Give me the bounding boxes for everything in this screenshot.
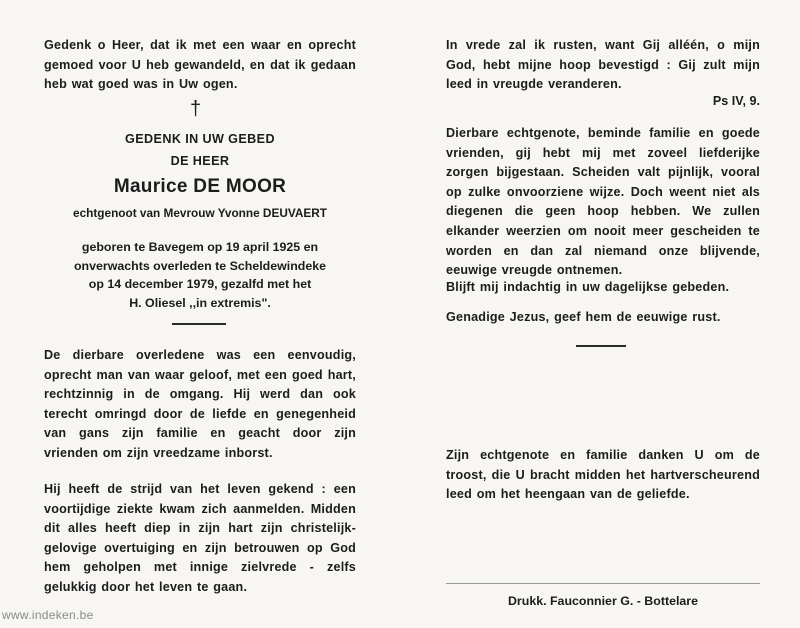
cross-icon: † (190, 98, 202, 120)
birth-line-3: op 14 december 1979, gezalfd met het (88, 277, 312, 291)
psalm-quote: In vrede zal ik rusten, want Gij alléén, o mijn God, hebt mijne hoop bevestigd : Gij zult mijn leed in vreugde veranderen. (446, 38, 760, 92)
life-paragraph: Hij heeft de strijd van het leven gekend : een voortijdige ziekte kwam zich aanmelden. Midden dit alles heeft diep in zijn hart zijn christelijk-gelovige overtuiging en zijn betrouwen op God hem geholpen met innige zielvrede - zelfs gelukkig door het leven te gaan. (44, 482, 356, 594)
spouse-line: echtgenoot van Mevrouw Yvonne DEUVAERT (73, 206, 327, 220)
birth-line-2: onverwachts overleden te Scheldewindeke (73, 258, 327, 273)
birth-death-details (44, 238, 356, 312)
mercy-prayer: Genadige Jezus, geef hem de eeuwige rust. (446, 310, 721, 324)
thanks-paragraph: Zijn echtgenote en familie danken U om de troost, die U bracht midden het hartverscheurend leed om het heengaan van de geliefde. (446, 448, 760, 502)
divider (172, 323, 226, 325)
deceased-name: Maurice DE MOOR (113, 176, 287, 197)
printer-credit: Drukk. Fauconnier G. - Bottelare (507, 594, 699, 608)
psalm-reference: Ps IV, 9. (712, 94, 760, 108)
divider-right (576, 345, 626, 347)
birth-line-1: geboren te Bavegem op 19 april 1925 en (81, 240, 319, 254)
tribute-paragraph: De dierbare overledene was een eenvoudig, oprecht man van waar geloof, met een goed hart, rechtzinnig in de omgang. Hij werd dan ook terecht omringd door de liefde en genegenheid van gans zijn familie en geacht door zijn vrienden om zijn vreedzame inborst. (44, 348, 356, 460)
opening-prayer: Gedenk o Heer, dat ik met een waar en oprecht gemoed voor U heb gewandeld, en dat ik gedaan heb wat goed was in Uw ogen. (44, 38, 356, 92)
farewell-paragraph: Dierbare echtgenote, beminde familie en goede vrienden, gij hebt mij met zoveel liefderijke zorgen bijgestaan. Scheiden valt pijnlijk, vooral op zulke onvoorziene wijze. Doch weent niet als diegenen die geen hoop hebben. We zullen elkander weerzien om nooit meer gescheiden te worden en dan zal niemand onze blijvende, eeuwige vreugde ontnemen. (446, 126, 760, 278)
watermark: www.indeken.be (2, 608, 94, 622)
birth-line-4: H. Oliesel ,,in extremis". (129, 295, 271, 310)
bottom-rule (446, 583, 760, 584)
remember-prayers-line: Blijft mij indachtig in uw dagelijkse gebeden. (446, 280, 730, 294)
remember-heading: GEDENK IN UW GEBED (125, 132, 275, 146)
title-heading: DE HEER (170, 154, 230, 168)
